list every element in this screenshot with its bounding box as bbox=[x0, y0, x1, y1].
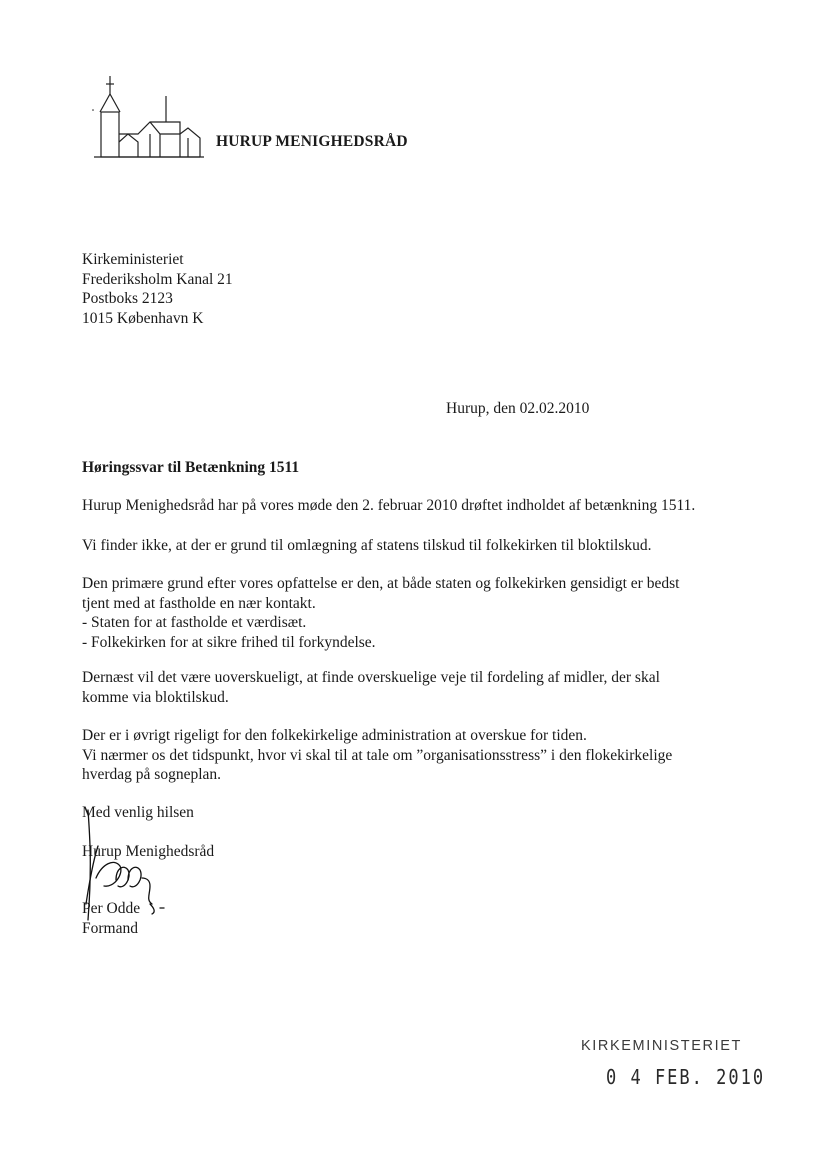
body-paragraph-1 bbox=[82, 496, 695, 516]
paragraph-line: Vi finder ikke, at der er grund til omlægning af statens tilskud til folkekirken til bloktilskud. bbox=[82, 537, 652, 554]
paragraph-line: Hurup Menighedsråd har på vores møde den 2. februar 2010 drøftet indholdet af betænkning 1511. bbox=[82, 497, 696, 514]
letterhead-title: HURUP MENIGHEDSRÅD bbox=[216, 133, 408, 150]
received-stamp-agency: KIRKEMINISTERIET bbox=[581, 1038, 742, 1054]
paragraph-line: tjent med at fastholde en nær kontakt. bbox=[82, 594, 316, 612]
paragraph-line: hverdag på sogneplan. bbox=[82, 766, 222, 783]
handwritten-signature-icon bbox=[80, 808, 170, 926]
date-line: Hurup, den 02.02.2010 bbox=[446, 400, 590, 417]
body-paragraph-2 bbox=[82, 536, 651, 556]
paragraph-line: komme via bloktilskud. bbox=[82, 688, 229, 706]
signer-name: Per Odde bbox=[82, 900, 141, 917]
subject-heading: Høringssvar til Betænkning 1511 bbox=[82, 459, 300, 476]
paragraph-line: - Staten for at fastholde et værdisæt. bbox=[82, 614, 307, 631]
body-paragraph-5 bbox=[82, 726, 672, 785]
closing-salutation: Med venlig hilsen bbox=[82, 804, 194, 821]
paragraph-line: Der er i øvrigt rigeligt for den folkekirkelige administration at overskue for tiden. bbox=[82, 727, 587, 744]
address-line: Kirkeministeriet bbox=[82, 251, 184, 268]
recipient-address bbox=[82, 250, 233, 328]
address-line: Postboks 2123 bbox=[82, 290, 173, 307]
church-logo-icon bbox=[88, 72, 208, 162]
address-line: 1015 København K bbox=[82, 309, 204, 327]
closing-organization: Hurup Menighedsråd bbox=[82, 843, 215, 860]
address-line: Frederiksholm Kanal 21 bbox=[82, 270, 233, 288]
body-paragraph-3 bbox=[82, 574, 679, 652]
received-stamp-date: 0 4 FEB. 2010 bbox=[606, 1066, 766, 1090]
body-paragraph-4 bbox=[82, 668, 660, 707]
paragraph-line: Den primære grund efter vores opfattelse er den, at både staten og folkekirken gensidigt er bedst bbox=[82, 575, 680, 592]
paragraph-line: - Folkekirken for at sikre frihed til forkyndelse. bbox=[82, 633, 376, 651]
paragraph-line: Vi nærmer os det tidspunkt, hvor vi skal til at tale om ”organisationsstress” i den flokekirkelige bbox=[82, 746, 673, 764]
paragraph-line: Dernæst vil det være uoverskueligt, at finde overskuelige veje til fordeling af midler, der skal bbox=[82, 669, 660, 686]
signer-title: Formand bbox=[82, 920, 138, 937]
